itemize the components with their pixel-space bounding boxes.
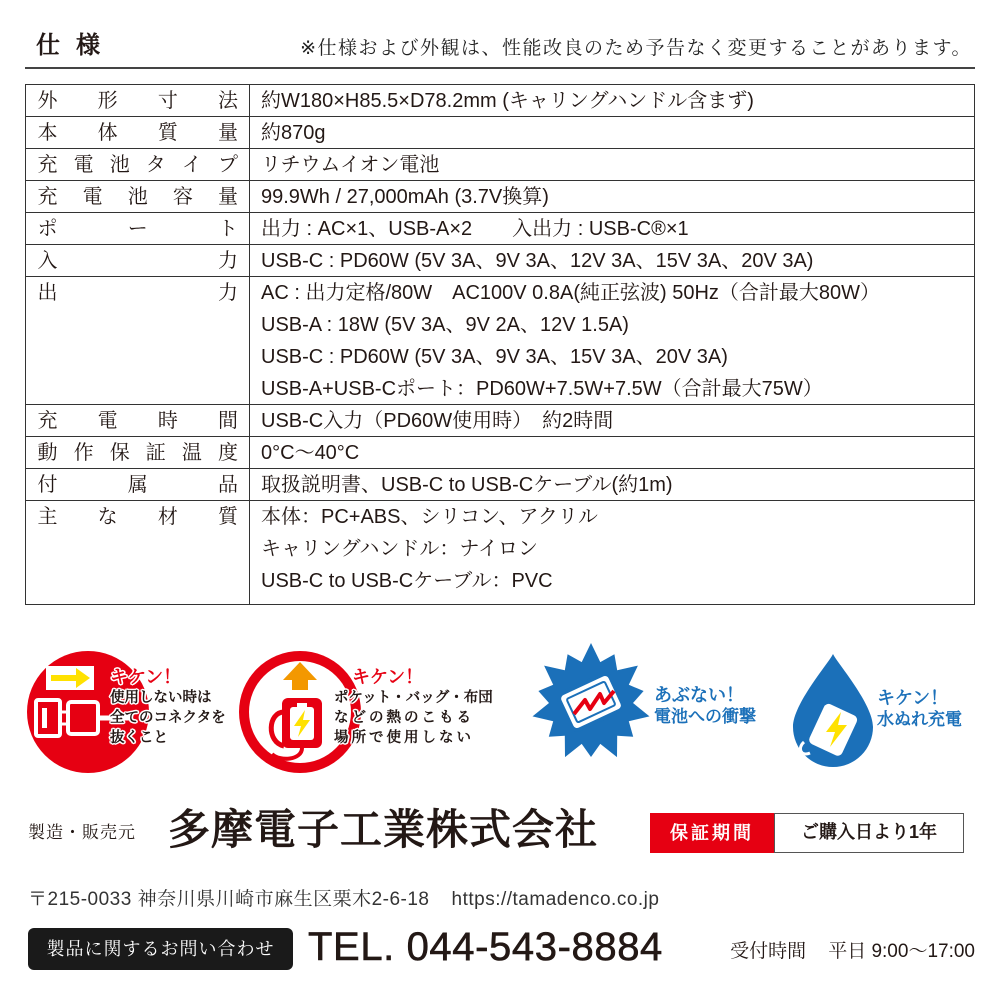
label-char: 主 bbox=[37, 506, 58, 528]
label-char: 力 bbox=[218, 282, 238, 304]
hours-label: 受付時間 bbox=[730, 941, 807, 962]
warning-heat bbox=[334, 666, 493, 748]
inquiry-label: 製品に関するお問い合わせ bbox=[28, 928, 293, 970]
address-line bbox=[28, 889, 659, 911]
spec-label-cell bbox=[26, 149, 250, 180]
spec-label-cell bbox=[26, 469, 250, 500]
spec-label bbox=[38, 213, 239, 245]
spec-label bbox=[38, 405, 239, 437]
spec-value: 出力 : AC×1、USB-A×2 入出力 : USB-C®×1 bbox=[261, 218, 689, 240]
label-char: 作 bbox=[73, 442, 94, 464]
label-char: 量 bbox=[218, 186, 238, 208]
spec-row-charge-time bbox=[26, 405, 974, 437]
label-char: プ bbox=[217, 154, 238, 176]
disclaimer-note: ※仕様および外観は、性能改良のため予告なく変更することがあります。 bbox=[300, 38, 972, 59]
warning-heading: キケン！ bbox=[877, 688, 949, 708]
label-char: 本 bbox=[37, 122, 58, 144]
label-char: 池 bbox=[127, 186, 148, 208]
spec-value: 99.9Wh / 27,000mAh (3.7V換算) bbox=[261, 186, 549, 208]
spec-label bbox=[38, 501, 239, 533]
company-name: 多摩電子工業株式会社 bbox=[168, 806, 599, 853]
spec-label-cell bbox=[26, 117, 250, 148]
spec-label-cell bbox=[26, 437, 250, 468]
spec-value: 約870g bbox=[261, 122, 326, 144]
business-hours bbox=[730, 940, 975, 964]
spec-row-dimensions bbox=[26, 85, 974, 117]
spec-value-cell bbox=[250, 277, 974, 404]
warning-line: 水ぬれ充電 bbox=[877, 710, 962, 729]
spec-row-input bbox=[26, 245, 974, 277]
spec-label-cell bbox=[26, 245, 250, 276]
spec-value: AC : 出力定格/80W AC100V 0.8A(純正弦波) 50Hz（合計最大80W） bbox=[261, 282, 881, 304]
spec-value: USB-C入力（PD60W使用時） 約2時間 bbox=[261, 410, 614, 432]
warranty-box bbox=[650, 813, 964, 853]
spec-value-cell bbox=[250, 437, 974, 468]
spec-value-cell bbox=[250, 213, 974, 244]
label-char: 外 bbox=[37, 90, 58, 112]
hours-value: 平日 9:00〜17:00 bbox=[828, 941, 975, 962]
spec-row-accessories bbox=[26, 469, 974, 501]
label-char: 充 bbox=[37, 154, 58, 176]
spec-value: リチウムイオン電池 bbox=[261, 154, 440, 176]
label-char: 証 bbox=[145, 442, 166, 464]
warning-line: 使用しない時は bbox=[110, 690, 212, 706]
label-char: ー bbox=[127, 218, 148, 240]
spec-label-cell bbox=[26, 181, 250, 212]
spec-label-cell bbox=[26, 85, 250, 116]
maker-label: 製造・販売元 bbox=[28, 823, 136, 842]
spec-label bbox=[38, 117, 239, 149]
warning-line: 電池への衝撃 bbox=[654, 707, 756, 726]
spec-label-cell bbox=[26, 277, 250, 404]
spec-value: USB-A : 18W (5V 3A、9V 2A、12V 1.5A) bbox=[261, 314, 629, 336]
warning-line: などの熱のこもる bbox=[334, 710, 474, 726]
label-char: 品 bbox=[218, 474, 238, 496]
label-char: タ bbox=[145, 154, 166, 176]
label-char: 量 bbox=[217, 122, 238, 144]
label-char: 充 bbox=[37, 186, 58, 208]
spec-value: USB-C : PD60W (5V 3A、9V 3A、12V 3A、15V 3A、20V 3A) bbox=[261, 250, 814, 272]
label-char: 質 bbox=[157, 122, 178, 144]
warning-line: ポケット・バッグ・布団 bbox=[334, 690, 493, 706]
spec-label bbox=[38, 85, 239, 117]
warranty-value: ご購入日より1年 bbox=[774, 813, 964, 853]
warning-heading: あぶない！ bbox=[654, 685, 744, 705]
spec-label-cell bbox=[26, 501, 250, 604]
label-char: な bbox=[97, 506, 118, 528]
spec-label-cell bbox=[26, 213, 250, 244]
label-char: 材 bbox=[157, 506, 178, 528]
spec-value-cell bbox=[250, 117, 974, 148]
spec-row-battery-type bbox=[26, 149, 974, 181]
warning-wet bbox=[877, 687, 962, 731]
spec-label bbox=[38, 149, 239, 181]
header-divider bbox=[25, 67, 975, 69]
spec-label bbox=[38, 469, 239, 501]
spec-value: キャリングハンドル：ナイロン bbox=[261, 538, 538, 560]
warning-heading: キケン！ bbox=[110, 667, 182, 687]
label-char: 充 bbox=[37, 410, 58, 432]
label-char: 動 bbox=[37, 442, 58, 464]
spec-value: 約W180×H85.5×D78.2mm (キャリングハンドル含まず) bbox=[261, 90, 754, 112]
label-char: 寸 bbox=[157, 90, 178, 112]
spec-table bbox=[25, 84, 975, 605]
spec-value-cell bbox=[250, 85, 974, 116]
label-char: イ bbox=[181, 154, 202, 176]
battery-impact-icon bbox=[528, 642, 658, 764]
spec-label bbox=[38, 245, 239, 277]
spec-value: USB-C to USB-Cケーブル：PVC bbox=[261, 570, 553, 592]
label-char: 電 bbox=[97, 410, 118, 432]
warranty-label: 保証期間 bbox=[650, 813, 774, 853]
spec-row-ports bbox=[26, 213, 974, 245]
spec-label bbox=[38, 437, 239, 469]
spec-label bbox=[38, 277, 239, 309]
website-url: https://tamadenco.co.jp bbox=[451, 889, 660, 910]
label-char: 形 bbox=[97, 90, 118, 112]
spec-value: 本体：PC+ABS、シリコン、アクリル bbox=[261, 506, 598, 528]
page-title: 仕様 bbox=[36, 32, 116, 59]
label-char: 質 bbox=[217, 506, 238, 528]
spec-label-cell bbox=[26, 405, 250, 436]
label-char: 時 bbox=[157, 410, 178, 432]
label-char: ト bbox=[218, 218, 238, 240]
label-char: 度 bbox=[217, 442, 238, 464]
spec-row-materials bbox=[26, 501, 974, 604]
spec-row-output bbox=[26, 277, 974, 405]
warning-line: 場所で使用しない bbox=[334, 730, 474, 746]
warning-unplug bbox=[110, 666, 226, 748]
spec-row-battery-capacity bbox=[26, 181, 974, 213]
spec-value: USB-C : PD60W (5V 3A、9V 3A、15V 3A、20V 3A) bbox=[261, 346, 728, 368]
spec-row-weight bbox=[26, 117, 974, 149]
spec-value: 0°C〜40°C bbox=[261, 442, 360, 464]
label-char: 間 bbox=[217, 410, 238, 432]
warning-line: 全てのコネクタを bbox=[110, 710, 226, 726]
label-char: 法 bbox=[217, 90, 238, 112]
wet-charging-icon bbox=[788, 652, 878, 769]
label-char: 池 bbox=[109, 154, 130, 176]
label-char: 電 bbox=[82, 186, 103, 208]
label-char: 付 bbox=[37, 474, 58, 496]
label-char: 体 bbox=[97, 122, 118, 144]
spec-row-temperature bbox=[26, 437, 974, 469]
label-char: 入 bbox=[37, 250, 58, 272]
label-char: 電 bbox=[73, 154, 94, 176]
warning-line: 抜くこと bbox=[110, 730, 168, 746]
spec-value: 取扱説明書、USB-C to USB-Cケーブル(約1m) bbox=[261, 474, 673, 496]
phone-number: TEL. 044-543-8884 bbox=[308, 925, 663, 969]
label-char: 属 bbox=[127, 474, 148, 496]
label-char: 力 bbox=[218, 250, 238, 272]
spec-value-cell bbox=[250, 469, 974, 500]
address: 〒215-0033 神奈川県川崎市麻生区栗木2-6-18 bbox=[28, 889, 430, 910]
label-char: 容 bbox=[172, 186, 193, 208]
warning-heading: キケン！ bbox=[352, 667, 424, 687]
spec-value: USB-A+USB-Cポート：PD60W+7.5W+7.5W（合計最大75W） bbox=[261, 378, 823, 400]
label-char: 温 bbox=[181, 442, 202, 464]
label-char: ポ bbox=[37, 218, 58, 240]
spec-value-cell bbox=[250, 405, 974, 436]
spec-value-cell bbox=[250, 501, 974, 604]
warning-impact bbox=[654, 684, 756, 728]
label-char: 保 bbox=[109, 442, 130, 464]
spec-value-cell bbox=[250, 181, 974, 212]
spec-label bbox=[38, 181, 239, 213]
spec-value-cell bbox=[250, 245, 974, 276]
label-char: 出 bbox=[37, 282, 58, 304]
spec-value-cell bbox=[250, 149, 974, 180]
